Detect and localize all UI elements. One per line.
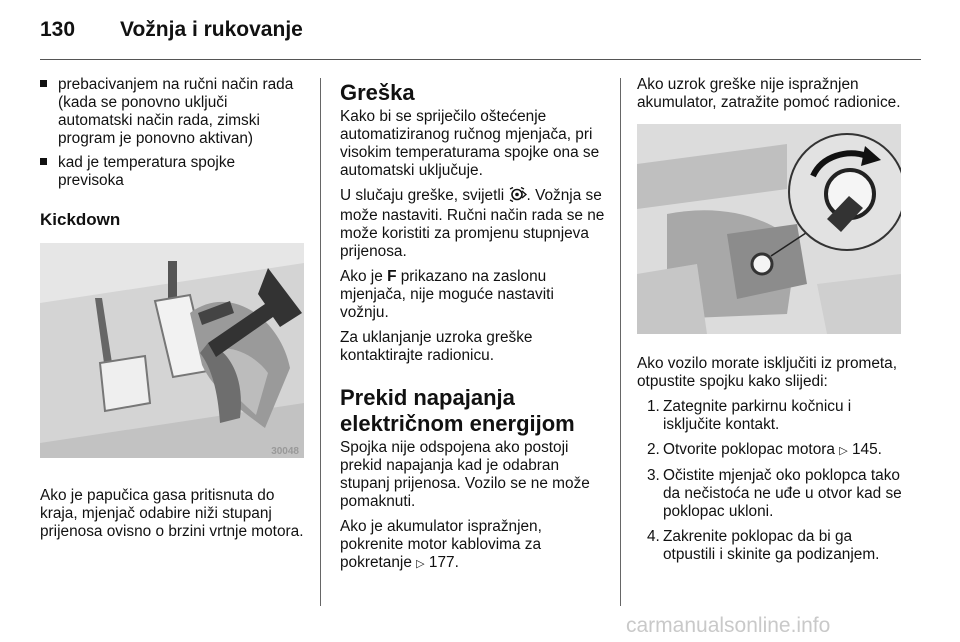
ref-arrow-icon: ▷ bbox=[839, 445, 848, 457]
page-reference-link[interactable]: 177. bbox=[428, 554, 459, 571]
release-steps-list bbox=[637, 398, 907, 564]
list-item bbox=[637, 398, 907, 434]
page-reference-link[interactable]: 145. bbox=[851, 441, 882, 458]
list-item bbox=[637, 467, 907, 521]
text-fragment: prikazano na zaslonu mjenjača, nije moguće nastaviti vožnju. bbox=[340, 268, 554, 321]
step-number: 2. bbox=[647, 441, 660, 458]
heading-line: Prekid napajanja bbox=[340, 385, 515, 410]
gear-warning-icon bbox=[509, 187, 527, 207]
list-item bbox=[637, 441, 907, 460]
step-number: 4. bbox=[647, 528, 660, 545]
prekid-heading bbox=[340, 385, 605, 437]
gearbox-figure bbox=[637, 124, 907, 339]
kickdown-figure bbox=[40, 243, 305, 463]
greska-heading: Greška bbox=[340, 80, 415, 105]
text-fragment: U slučaju greške, svijetli bbox=[340, 187, 509, 204]
column-1 bbox=[40, 76, 305, 548]
step-number: 3. bbox=[647, 467, 660, 484]
bullet-text: prebacivanjem na ručni način rada (kada se ponovno uključi automatski način rada, zimski program je ponovno aktivan) bbox=[58, 76, 294, 147]
power-paragraph: Spojka nije odspojena ako postoji prekid napajanja kad je odabran stupanj prijenosa. Vozilo se ne može pomaknuti. bbox=[340, 439, 590, 510]
bold-letter: F bbox=[387, 268, 397, 285]
page-header bbox=[40, 14, 920, 56]
bullet-item bbox=[40, 154, 305, 190]
column-2 bbox=[340, 80, 605, 580]
cause-paragraph: Ako uzrok greške nije ispražnjen akumulator, zatražite pomoć radionice. bbox=[637, 76, 901, 111]
step-text: Očistite mjenjač oko poklopca tako da nečistoća ne uđe u otvor kad se poklopac ukloni. bbox=[663, 467, 902, 520]
display-f-paragraph bbox=[340, 268, 605, 322]
text-fragment: Ako je bbox=[340, 268, 388, 285]
kickdown-text: Ako je papučica gasa pritisnuta do kraja, mjenjač odabire niži stupanj prijenosa ovisno o brzini vrtnje motora. bbox=[40, 487, 304, 540]
greska-paragraph: Kako bi se spriječilo oštećenje automatiziranog ručnog mjenjača, pri visokim temperaturama spojke ona se automatski uključuje. bbox=[340, 108, 600, 179]
gearbox-illustration bbox=[637, 124, 901, 334]
kickdown-heading: Kickdown bbox=[40, 210, 121, 229]
greska-warning-paragraph bbox=[340, 187, 605, 261]
step-text: Zategnite parkirnu kočnicu i isključite kontakt. bbox=[663, 398, 852, 433]
watermark: carmanualsonline.info bbox=[626, 614, 831, 637]
workshop-paragraph: Za uklanjanje uzroka greške kontaktirajte radionicu. bbox=[340, 329, 533, 364]
text-fragment: Ako je akumulator ispražnjen, pokrenite motor kablovima za pokretanje bbox=[340, 518, 542, 571]
battery-paragraph bbox=[340, 518, 605, 573]
column-3 bbox=[637, 76, 907, 571]
bullet-square-icon bbox=[40, 158, 47, 165]
column-divider bbox=[320, 78, 321, 606]
release-intro-paragraph: Ako vozilo morate isključiti iz prometa, otpustite spojku kako slijedi: bbox=[637, 355, 898, 390]
ref-arrow-icon: ▷ bbox=[416, 558, 425, 570]
column-divider bbox=[620, 78, 621, 606]
bullet-square-icon bbox=[40, 80, 47, 87]
pedal-illustration bbox=[40, 243, 304, 458]
text-fragment: . Vožnja se može nastaviti. Ručni način rada se ne može koristiti za promjenu stupnjeva prijenosa. bbox=[340, 187, 605, 260]
page-number: 130 bbox=[40, 18, 76, 41]
header-rule bbox=[40, 59, 921, 60]
figure-code: 30048 bbox=[271, 446, 299, 457]
step-text: Otvorite poklopac motora bbox=[663, 441, 840, 458]
bullet-item bbox=[40, 76, 305, 148]
list-item bbox=[637, 528, 907, 564]
heading-line: električnom energijom bbox=[340, 411, 575, 436]
step-text: Zakrenite poklopac da bi ga otpustili i skinite ga podizanjem. bbox=[663, 528, 880, 563]
bullet-text: kad je temperatura spojke previsoka bbox=[58, 154, 236, 189]
step-number: 1. bbox=[647, 398, 660, 415]
page-title: Vožnja i rukovanje bbox=[120, 18, 303, 41]
